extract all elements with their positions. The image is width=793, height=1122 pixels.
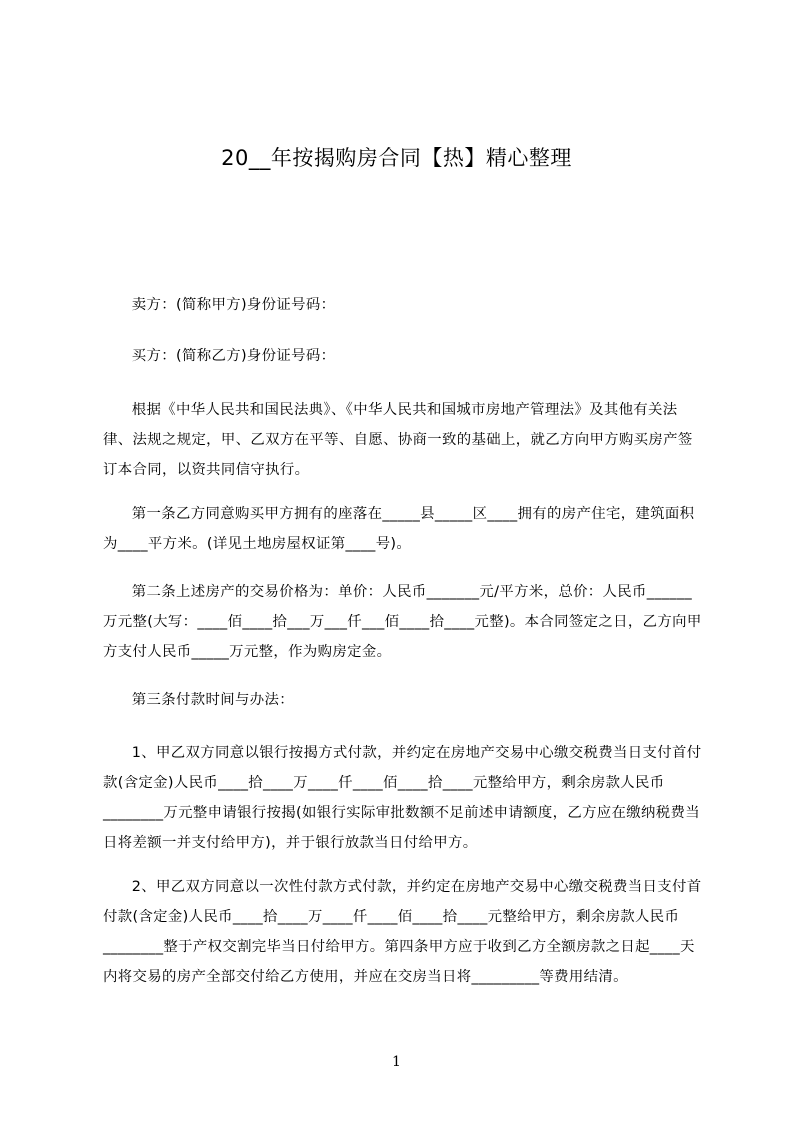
paragraph-payment-option-2: 2、甲乙双方同意以一次性付款方式付款，并约定在房地产交易中心缴交税费当日支付首付款(含定金)人民币____拾____万____仟____佰____拾____元整给甲方，剩余房款人民币________整于产权交割完毕当日付给甲方。第四条甲方应于收到乙方全额房款之日起____天内将交易的房产全部交付给乙方使用，并应在交房当日将_________等费用结清。 [103,879,702,985]
paragraph-payment-option-1: 1、甲乙双方同意以银行按揭方式付款，并约定在房地产交易中心缴交税费当日支付首付款(含定金)人民币____拾____万____仟____佰____拾____元整给甲方，剩余房款人民币________万元整申请银行按揭(如银行实际审批数额不足前述申请额度，乙方应在缴纳税费当日将差额一并支付给甲方)，并于银行放款当日付给甲方。 [103,745,702,851]
paragraph-article-2: 第二条上述房产的交易价格为：单价：人民币_______元/平方米，总价：人民币______万元整(大写：____佰____拾___万___仟___佰____拾____元整)。本合同签定之日，乙方向甲方支付人民币_____万元整，作为购房定金。 [103,584,702,660]
paragraph-seller: 卖方：(简称甲方)身份证号码： [131,297,336,313]
paragraph-buyer: 买方：(简称乙方)身份证号码： [131,348,336,364]
paragraph-article-3: 第三条付款时间与办法： [131,692,294,708]
paragraph-preamble: 根据《中华人民共和国民法典》、《中华人民共和国城市房地产管理法》及其他有关法律、法规之规定，甲、乙双方在平等、自愿、协商一致的基础上，就乙方向甲方购买房产签订本合同，以资共同信守执行。 [103,402,693,478]
document-title: 20__年按揭购房合同【热】精心整理 [221,146,572,170]
page-number: 1 [392,1054,401,1070]
paragraph-article-1: 第一条乙方同意购买甲方拥有的座落在_____县_____区____拥有的房产住宅，建筑面积为____平方米。(详见土地房屋权证第____号)。 [103,506,695,552]
